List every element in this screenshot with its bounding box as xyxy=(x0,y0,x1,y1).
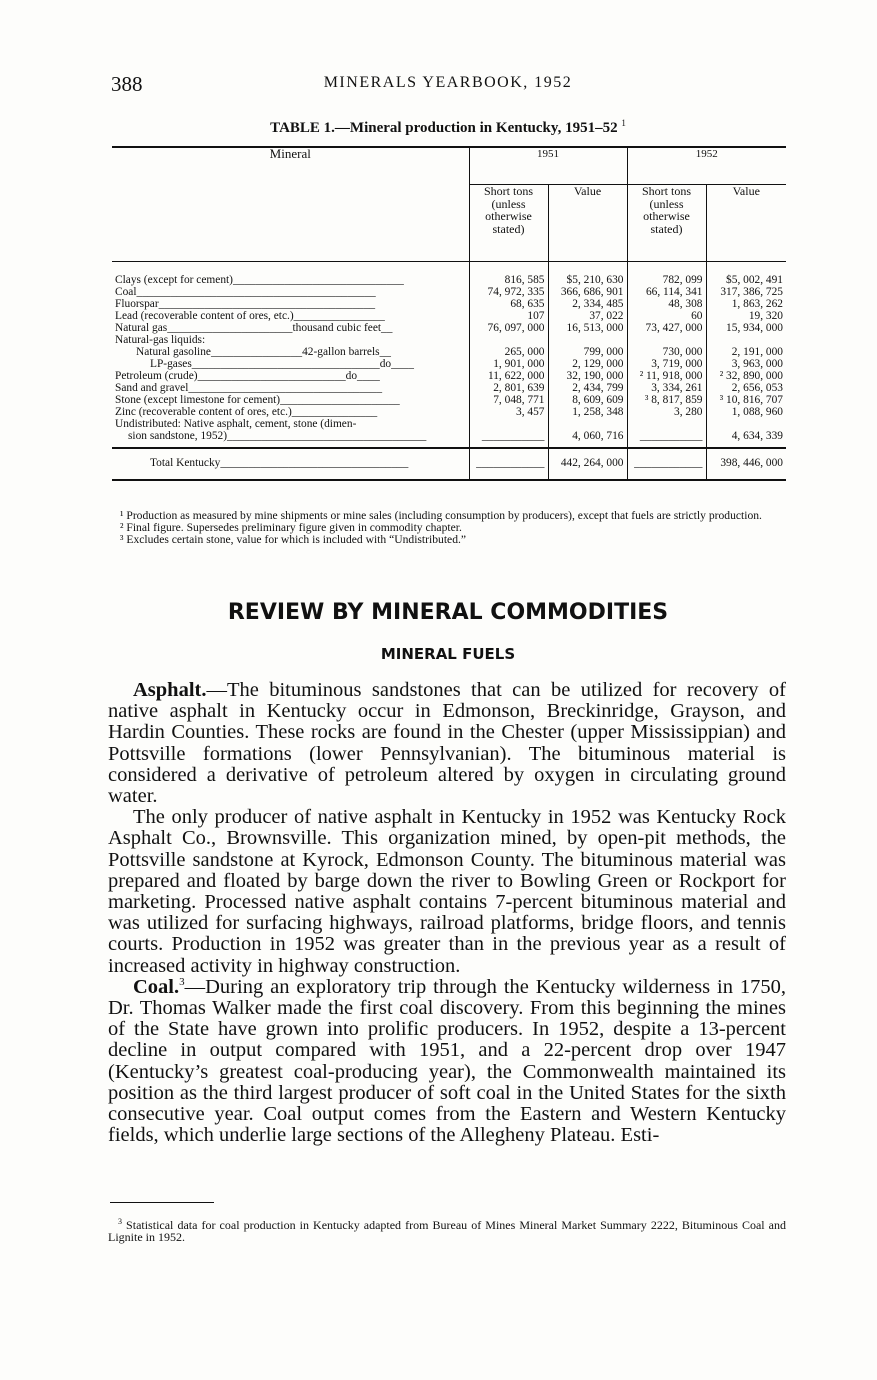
cell-v1: 366, 686, 901 xyxy=(548,286,627,298)
cell-q1 xyxy=(469,334,548,346)
cell-v2 xyxy=(706,334,786,346)
table-row xyxy=(112,370,786,382)
total-cell-v2: 398, 446, 000 xyxy=(706,448,786,480)
mineral-name: Zinc (recoverable content of ores, etc.) xyxy=(115,406,292,418)
cell-q2: 3, 719, 000 xyxy=(627,358,706,370)
cell-q1: 1, 901, 000 xyxy=(469,358,548,370)
cell-v1: 2, 129, 000 xyxy=(548,358,627,370)
cell-v1: 799, 000 xyxy=(548,346,627,358)
table-row xyxy=(112,346,786,358)
column-header-qty-1952: Short tons (unless otherwise stated) xyxy=(627,185,706,262)
cell-v1 xyxy=(548,418,627,430)
paragraph-text: The only producer of native asphalt in Kentucky in 1952 was Kentucky Rock Asphalt Co., Brownsville. This organization mined, by open-pit methods, the Pottsville sandstone at Kyrock, Edmonson County. The bituminous material was prepared and floated by barge down the river to Bowling Green or Rockport for marketing. Processed native asphalt contains 7-percent bituminous material and was utilized for surfacing highways, railroad platforms, bridge floors, and tennis courts. Production in 1952 was greater than in the previous year as a result of increased activity in highway construction. xyxy=(108,806,786,977)
cell-q2: 3, 280 xyxy=(627,406,706,418)
cell-v1: 37, 022 xyxy=(548,310,627,322)
cell-v1: 1, 258, 348 xyxy=(548,406,627,418)
cell-q2: ² 11, 918, 000 xyxy=(627,370,706,382)
row-label xyxy=(112,298,469,310)
leader-dots: _______________ xyxy=(291,406,378,418)
cell-q1: ___________ xyxy=(469,430,548,448)
footnote-divider xyxy=(110,1202,214,1203)
cell-q2: ___________ xyxy=(627,430,706,448)
cell-q1 xyxy=(469,418,548,430)
paragraph-text: —During an exploratory trip through the Kentucky wilderness in 1750, Dr. Thomas Walker made the first coal discovery. From this beginning the mines of the State have grown into prolific producers. In 1952, despite a 13-percent decline in output compared with 1951, and a 22-percent drop over 1947 (Kentucky’s greatest coal-producing year), the Commonwealth maintained its position as the third largest producer of soft coal in the United States for the sixth consecutive year. Coal output comes from the Eastern and Western Kentucky fields, which underlie large sections of the Allegheny Plateau. Esti- xyxy=(108,975,786,1147)
mineral-name: LP-gases xyxy=(150,358,192,370)
cell-v2: 19, 320 xyxy=(706,310,786,322)
paragraph-text: —The bituminous sandstones that can be utilized for recovery of native asphalt in Kentucky occur in Edmonson, Breckinridge, Grayson, and Hardin Counties. These rocks are found in the Chester (upper Mississippian) and Pottsville formations (lower Pennsylvanian). The bituminous material is considered a derivative of petroleum altered by oxygen in circulating ground water. xyxy=(108,679,786,808)
table-row xyxy=(112,262,786,287)
mineral-name: Stone (except limestone for cement) xyxy=(115,394,281,406)
row-label xyxy=(112,448,469,480)
body-text xyxy=(108,680,786,1146)
cell-v2: 317, 386, 725 xyxy=(706,286,786,298)
leader-dots: _____________________ xyxy=(280,394,400,406)
cell-q1: 11, 622, 000 xyxy=(469,370,548,382)
column-header-value-1952: Value xyxy=(706,185,786,262)
paragraph-coal xyxy=(108,977,786,1147)
cell-v2: 1, 088, 960 xyxy=(706,406,786,418)
paragraph-lead: Asphalt. xyxy=(133,679,207,701)
footnote-ref: 3 xyxy=(179,976,185,989)
leader-dots: ________________42-gallon barrels__ xyxy=(210,346,391,358)
cell-q2: 48, 308 xyxy=(627,298,706,310)
cell-v1: $5, 210, 630 xyxy=(548,262,627,287)
total-cell-q1: ____________ xyxy=(469,448,548,480)
table-footnote: ² Final figure. Supersedes preliminary figure given in commodity chapter. xyxy=(120,521,462,534)
footnote-mark: 3 xyxy=(118,1217,122,1226)
row-label xyxy=(112,430,469,448)
table-row xyxy=(112,430,786,448)
cell-q2: 66, 114, 341 xyxy=(627,286,706,298)
row-label xyxy=(112,394,469,406)
cell-v2: ² 32, 890, 000 xyxy=(706,370,786,382)
column-header-1952: 1952 xyxy=(627,147,786,185)
section-title: REVIEW BY MINERAL COMMODITIES xyxy=(227,600,669,625)
row-label xyxy=(112,262,469,287)
column-header-qty-1951: Short tons (unless otherwise stated) xyxy=(469,185,548,262)
row-label xyxy=(112,418,469,430)
table-row xyxy=(112,334,786,346)
paragraph-lead: Coal. xyxy=(133,975,180,998)
column-header-value-1951: Value xyxy=(548,185,627,262)
page-number: 388 xyxy=(111,72,143,96)
cell-q1: 3, 457 xyxy=(469,406,548,418)
leader-dots: ___________________________________ xyxy=(227,430,427,442)
cell-q1: 74, 972, 335 xyxy=(469,286,548,298)
mineral-production-table xyxy=(112,146,786,481)
cell-v2 xyxy=(706,418,786,430)
table-row xyxy=(112,382,786,394)
cell-q2 xyxy=(627,418,706,430)
table-row xyxy=(112,322,786,334)
row-label xyxy=(112,322,469,334)
table-row xyxy=(112,394,786,406)
table-row xyxy=(112,286,786,298)
cell-q2: 60 xyxy=(627,310,706,322)
leader-dots: __________________________________________ xyxy=(136,286,376,298)
table xyxy=(112,146,786,481)
cell-v1: 2, 434, 799 xyxy=(548,382,627,394)
paragraph-asphalt xyxy=(108,680,786,807)
table-title-text: TABLE 1.—Mineral production in Kentucky, 1951–52 xyxy=(270,120,618,136)
cell-q2: 730, 000 xyxy=(627,346,706,358)
row-label xyxy=(112,382,469,394)
row-label xyxy=(112,286,469,298)
cell-q2 xyxy=(627,334,706,346)
leader-dots: __________________________________ xyxy=(188,382,383,394)
table-body xyxy=(112,262,786,481)
cell-v1: 16, 513, 000 xyxy=(548,322,627,334)
mineral-name: Natural gasoline xyxy=(136,346,211,358)
table-row xyxy=(112,406,786,418)
mineral-name: Undistributed: Native asphalt, cement, stone (dimen- xyxy=(115,418,357,430)
cell-v2: 4, 634, 339 xyxy=(706,430,786,448)
cell-v2: 15, 934, 000 xyxy=(706,322,786,334)
subsection-title: MINERAL FUELS xyxy=(380,645,516,663)
cell-v2: 3, 963, 000 xyxy=(706,358,786,370)
page-header xyxy=(108,70,788,98)
table-row xyxy=(112,358,786,370)
mineral-name: Lead (recoverable content of ores, etc.) xyxy=(115,310,294,322)
cell-q2: 782, 099 xyxy=(627,262,706,287)
leader-dots: ______________________________ xyxy=(232,274,404,286)
table-footnote: ³ Excludes certain stone, value for which is included with “Undistributed.” xyxy=(120,533,467,546)
total-label: Total Kentucky xyxy=(150,457,221,469)
cell-q1: 816, 585 xyxy=(469,262,548,287)
mineral-name: Sand and gravel xyxy=(115,382,189,394)
row-label xyxy=(112,358,469,370)
mineral-name: Natural-gas liquids: xyxy=(115,334,206,346)
cell-q2: 73, 427, 000 xyxy=(627,322,706,334)
row-label xyxy=(112,406,469,418)
cell-v1: 4, 060, 716 xyxy=(548,430,627,448)
table-title-note: 1 xyxy=(621,118,626,128)
cell-q1: 68, 635 xyxy=(469,298,548,310)
cell-v1: 32, 190, 000 xyxy=(548,370,627,382)
leader-dots: __________________________do____ xyxy=(197,370,380,382)
table-row-total xyxy=(112,448,786,480)
cell-q1: 2, 801, 639 xyxy=(469,382,548,394)
table-row xyxy=(112,418,786,430)
table-footnotes xyxy=(112,510,786,546)
leader-dots: ______________________thousand cubic feet__ xyxy=(167,322,393,334)
row-label xyxy=(112,346,469,358)
column-header-mineral: Mineral xyxy=(112,147,469,262)
leader-dots: _________________________________ xyxy=(220,457,409,469)
cell-v1: 8, 609, 609 xyxy=(548,394,627,406)
page-footnote-text xyxy=(108,1216,786,1243)
leader-dots: _________________________________do____ xyxy=(191,358,414,370)
running-head: MINERALS YEARBOOK, 1952 xyxy=(323,74,573,91)
cell-v2: $5, 002, 491 xyxy=(706,262,786,287)
cell-q1: 107 xyxy=(469,310,548,322)
row-label xyxy=(112,334,469,346)
total-cell-v1: 442, 264, 000 xyxy=(548,448,627,480)
cell-v2: 2, 656, 053 xyxy=(706,382,786,394)
paragraph-producer xyxy=(108,807,786,977)
cell-q1: 76, 097, 000 xyxy=(469,322,548,334)
footnote-body: Statistical data for coal production in Kentucky adapted from Bureau of Mines Mineral Market Summary 2222, Bituminous Coal and Lignite in 1952. xyxy=(108,1218,786,1244)
table-footnote: ¹ Production as measured by mine shipments or mine sales (including consumption by producers), except that fuels are strictly production. xyxy=(120,509,762,522)
mineral-name: Fluorspar xyxy=(115,298,159,310)
table-row xyxy=(112,310,786,322)
mineral-name: sion sandstone, 1952) xyxy=(128,430,228,442)
cell-q2: ³ 8, 817, 859 xyxy=(627,394,706,406)
cell-v1: 2, 334, 485 xyxy=(548,298,627,310)
page-footnote xyxy=(108,1216,786,1243)
leader-dots: ________________ xyxy=(293,310,385,322)
row-label xyxy=(112,310,469,322)
mineral-name: Petroleum (crude) xyxy=(115,370,198,382)
cell-v2: 2, 191, 000 xyxy=(706,346,786,358)
mineral-name: Natural gas xyxy=(115,322,168,334)
cell-v2: 1, 863, 262 xyxy=(706,298,786,310)
cell-q1: 7, 048, 771 xyxy=(469,394,548,406)
mineral-name: Clays (except for cement) xyxy=(115,274,233,286)
table-title xyxy=(108,118,788,137)
mineral-name: Coal xyxy=(115,286,137,298)
cell-v1 xyxy=(548,334,627,346)
cell-q2: 3, 334, 261 xyxy=(627,382,706,394)
leader-dots: ______________________________________ xyxy=(158,298,376,310)
total-cell-q2: ____________ xyxy=(627,448,706,480)
table-row xyxy=(112,298,786,310)
cell-q1: 265, 000 xyxy=(469,346,548,358)
row-label xyxy=(112,370,469,382)
cell-v2: ³ 10, 816, 707 xyxy=(706,394,786,406)
column-header-1951: 1951 xyxy=(469,147,627,185)
